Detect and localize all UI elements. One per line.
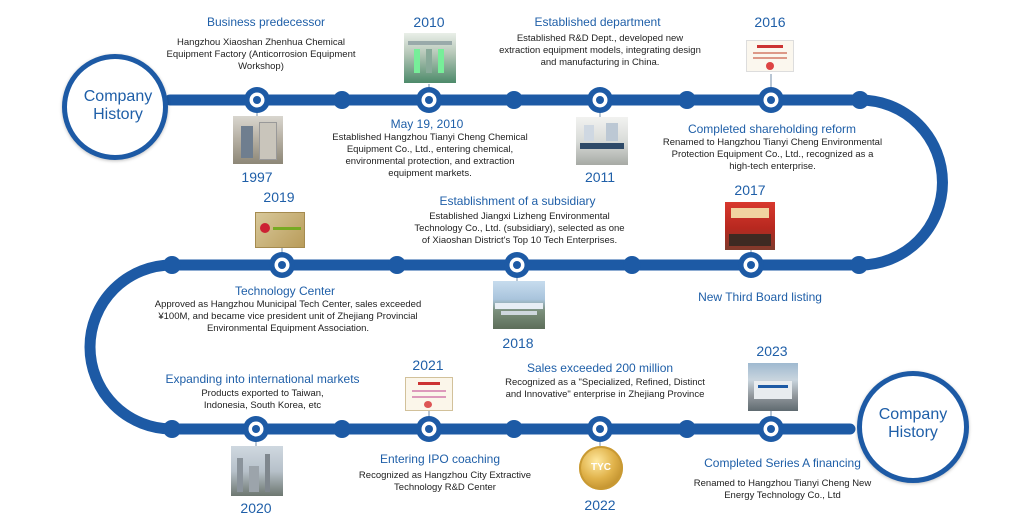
track-dot (678, 420, 696, 438)
node-center-2021 (425, 425, 433, 433)
desc-series-a: Renamed to Hangzhou Tianyi Cheng New Energy Technology Co., Ltd (693, 478, 872, 501)
desc-shareholding-reform: Renamed to Hangzhou Tianyi Cheng Environmental Protection Equipment Co., Ltd., recognized as a high-tech enterprise. (662, 137, 883, 172)
track-dot (163, 420, 181, 438)
node-center-2019 (278, 261, 286, 269)
image-2011 (576, 117, 628, 165)
image-1997 (233, 116, 283, 164)
track-dot (333, 91, 351, 109)
track-dot (333, 420, 351, 438)
desc-business-predecessor: Hangzhou Xiaoshan Zhenhua Chemical Equipment Factory (Anticorrosion Equipment Workshop) (166, 37, 356, 72)
title-business-predecessor: Business predecessor (206, 15, 326, 29)
desc-may-19-2010: Established Hangzhou Tianyi Cheng Chemical Equipment Co., Ltd., entering chemical, environmental protection, and extraction equipment markets. (332, 132, 528, 179)
image-2010 (404, 33, 456, 83)
track-dot (851, 91, 869, 109)
track-dot (388, 256, 406, 274)
year-2016: 2016 (754, 14, 786, 30)
start-badge-line1: Company (83, 88, 153, 105)
title-new-third-board: New Third Board listing (698, 290, 822, 304)
node-center-2017 (747, 261, 755, 269)
image-2020 (231, 446, 283, 496)
year-2017: 2017 (734, 182, 766, 198)
end-badge-label (868, 406, 958, 442)
node-center-2018 (513, 261, 521, 269)
desc-technology-center: Approved as Hangzhou Municipal Tech Center, sales exceeded ¥100M, and became vice president unit of Zhejiang Provincial Environmental Equipment Association. (154, 299, 422, 334)
node-center-2016 (767, 96, 775, 104)
node-center-2020 (252, 425, 260, 433)
year-2020: 2020 (240, 500, 272, 516)
desc-sales-200m: Recognized as a "Specialized, Refined, Distinct and Innovative" enterprise in Zhejiang Province (505, 377, 705, 400)
title-shareholding-reform: Completed shareholding reform (687, 122, 857, 136)
image-2019 (255, 212, 305, 248)
track-dot (623, 256, 641, 274)
title-series-a: Completed Series A financing (704, 456, 861, 470)
year-2018: 2018 (502, 335, 534, 351)
image-2023 (748, 363, 798, 411)
title-ipo-coaching: Entering IPO coaching (379, 452, 501, 466)
year-2023: 2023 (756, 343, 788, 359)
year-2019: 2019 (263, 189, 295, 205)
image-2021 (405, 377, 453, 411)
track-dot (163, 256, 181, 274)
title-established-department: Established department (534, 15, 661, 29)
node-center-2010 (425, 96, 433, 104)
gold-medal-icon: TYC (579, 446, 623, 490)
end-badge-line2: History (888, 424, 938, 441)
node-center-2011 (596, 96, 604, 104)
year-1997: 1997 (241, 169, 273, 185)
image-2018 (493, 281, 545, 329)
track-dot (850, 256, 868, 274)
year-2010: 2010 (413, 14, 445, 30)
desc-ipo-coaching: Recognized as Hangzhou City Extractive Technology R&D Center (358, 470, 532, 493)
node-center-1997 (253, 96, 261, 104)
year-2011: 2011 (584, 169, 616, 185)
title-sales-200m: Sales exceeded 200 million (526, 361, 674, 375)
image-2017 (725, 202, 775, 250)
start-badge-line2: History (93, 106, 143, 123)
track-dot (505, 91, 523, 109)
year-2021: 2021 (412, 357, 444, 373)
desc-international-markets: Products exported to Taiwan, Indonesia, South Korea, etc (201, 388, 324, 411)
desc-established-department: Established R&D Dept., developed new extraction equipment models, integrating design and manufacturing in China. (499, 33, 701, 68)
track-dot (505, 420, 523, 438)
year-2022: 2022 (584, 497, 616, 513)
title-international-markets: Expanding into international markets (165, 372, 360, 386)
end-badge-line1: Company (878, 406, 948, 423)
title-may-19-2010: May 19, 2010 (390, 117, 464, 131)
desc-subsidiary: Established Jiangxi Lizheng Environmental Technology Co., Ltd. (subsidiary), selected as one of Xiaoshan District's Top 10 Tech Enterprises. (414, 211, 625, 246)
title-subsidiary: Establishment of a subsidiary (439, 194, 596, 208)
track-dot (678, 91, 696, 109)
start-badge-label (73, 88, 163, 124)
node-center-2023 (767, 425, 775, 433)
image-2016 (746, 40, 794, 72)
node-center-2022 (596, 425, 604, 433)
title-technology-center: Technology Center (234, 284, 336, 298)
